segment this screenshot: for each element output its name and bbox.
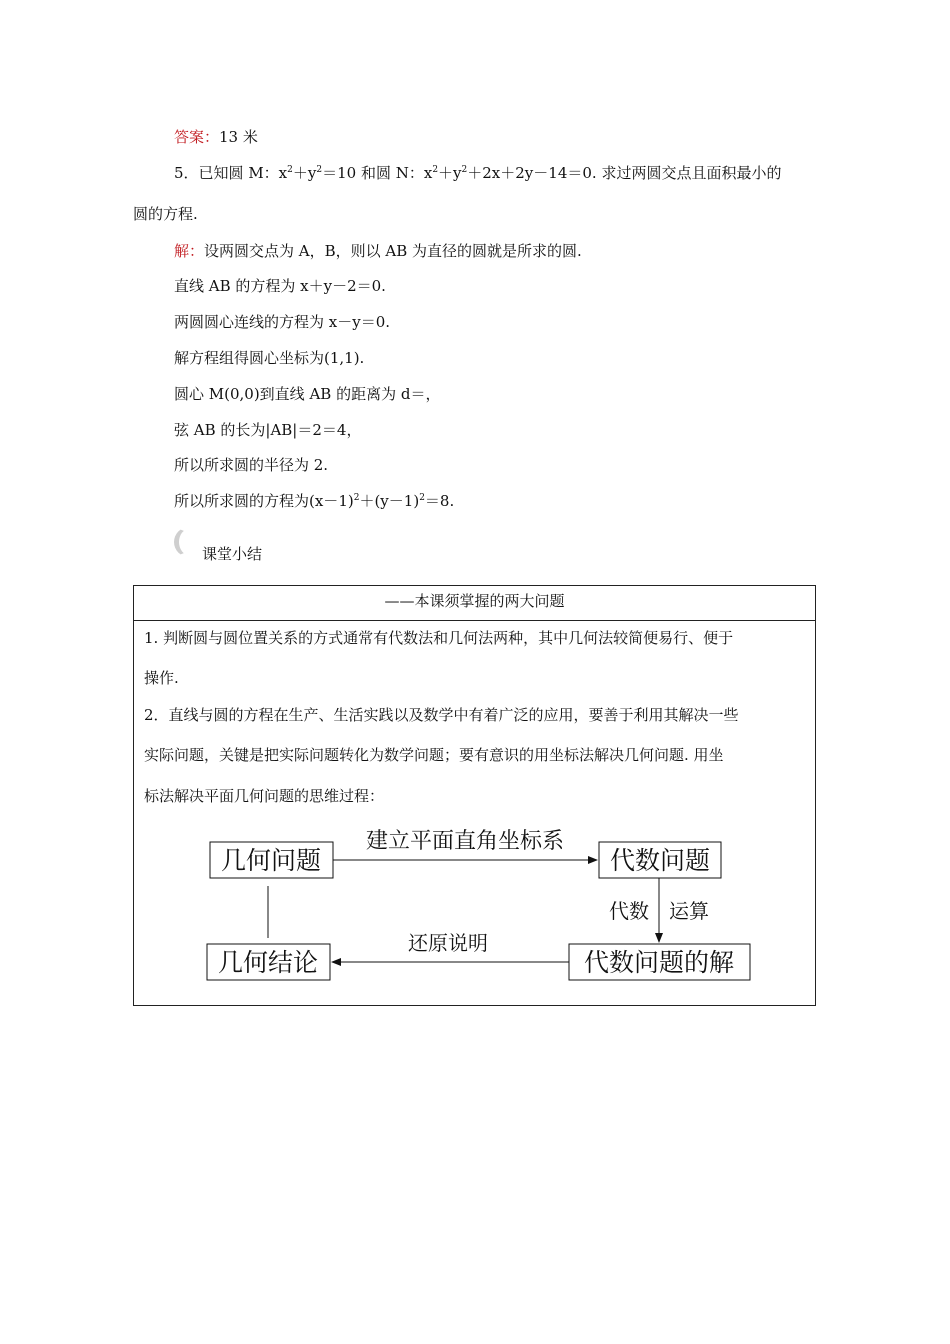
- answer-value: 13 米: [219, 128, 258, 146]
- summary-text: 标法解决平面几何问题的思维过程：: [144, 787, 385, 805]
- label-arrow-right-b: 运算: [669, 899, 709, 923]
- solution-step: 直线 AB 的方程为 x＋y－2＝0.: [174, 277, 386, 295]
- label-arrow-bottom: 还原说明: [408, 931, 488, 955]
- problem-line-2: 圆的方程.: [133, 205, 198, 223]
- solution-final: 所以所求圆的方程为$(x-1)^2+(y-1)^2=8$.: [174, 492, 455, 510]
- problem-number: 5．: [174, 164, 199, 182]
- summary-text: 实际问题，关键是把实际问题转化为数学问题；要有意识的用坐标法解决几何问题. 用坐: [144, 746, 724, 764]
- summary-box: [133, 585, 816, 1006]
- label-geo-problem: 几何问题: [220, 846, 322, 875]
- solution-step: 圆心 M(0,0)到直线 AB 的距离为 d＝，: [174, 385, 441, 403]
- summary-text: 1. 判断圆与圆位置关系的方式通常有代数法和几何法两种，其中几何法较简便易行、便于: [144, 629, 734, 647]
- summary-text: 操作.: [144, 669, 179, 687]
- label-arrow-right-a: 代数: [609, 899, 649, 923]
- section-title: 课堂小结: [202, 545, 263, 563]
- label-geo-conclusion: 几何结论: [217, 948, 319, 977]
- summary-text: 2．直线与圆的方程在生产、生活实践以及数学中有着广泛的应用，要善于利用其解决一些: [144, 706, 739, 724]
- solution-step: 两圆圆心连线的方程为 x－y＝0.: [174, 313, 391, 331]
- section-heading: [172, 525, 372, 565]
- problem-line-1: 5．已知圆 M：$x^2+y^2=10$ 和圆 N：$x^2+y^2+2x+2y-14=0$. 求过两圆交点且面积最小的: [174, 164, 782, 182]
- label-alg-solution: 代数问题的解: [583, 948, 735, 977]
- flowchart: [134, 586, 817, 1007]
- solution-first-line: 解：设两圆交点为 A，B，则以 AB 为直径的圆就是所求的圆.: [174, 242, 582, 260]
- crescent-icon: [174, 527, 204, 557]
- label-alg-problem: 代数问题: [609, 846, 711, 875]
- answer-label: 答案：: [174, 128, 220, 146]
- solution-step: 所以所求圆的半径为 2.: [174, 456, 329, 474]
- label-arrow-top: 建立平面直角坐标系: [365, 829, 565, 854]
- answer-line: [174, 127, 258, 147]
- solution-step: 解方程组得圆心坐标为(1,1).: [174, 349, 365, 367]
- solution-step: 弦 AB 的长为|AB|＝2＝4，: [174, 421, 362, 439]
- summary-header: ——本课须掌握的两大问题: [134, 586, 815, 621]
- solution-label: 解：: [174, 242, 205, 260]
